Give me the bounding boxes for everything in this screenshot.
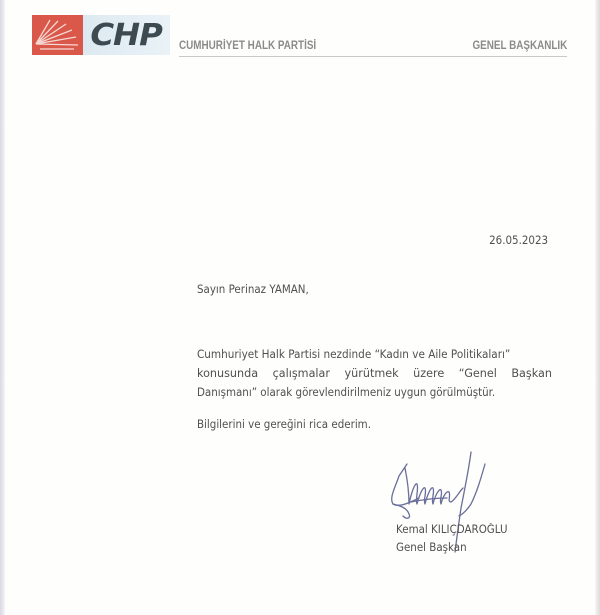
body-line-1: Cumhuriyet Halk Partisi nezdinde “Kadın ve Aile Politikaları” bbox=[197, 348, 511, 361]
page-edge-right bbox=[595, 0, 600, 615]
salutation: Sayın Perinaz YAMAN, bbox=[197, 283, 309, 296]
chp-logo bbox=[32, 15, 170, 55]
letter-date: 26.05.2023 bbox=[489, 234, 548, 247]
signer-name: Kemal KILIÇDAROĞLU bbox=[396, 523, 508, 536]
closing-line: Bilgilerini ve gereğini rica ederim. bbox=[197, 418, 371, 431]
body-word: yürütmek bbox=[344, 367, 399, 380]
body-word: “Genel bbox=[458, 367, 497, 380]
header-divider bbox=[179, 56, 567, 57]
body-word: Başkan bbox=[511, 367, 552, 380]
logo-wordmark-panel bbox=[83, 15, 170, 55]
letter-body bbox=[197, 345, 552, 402]
organization-name: CUMHURİYET HALK PARTİSİ bbox=[179, 40, 317, 52]
page-edge-left bbox=[0, 0, 5, 615]
body-line-3: Danışmanı” olarak görevlendirilmeniz uygun görülmüştür. bbox=[197, 386, 496, 399]
six-arrows-icon bbox=[32, 15, 83, 55]
logo-wordmark: CHP bbox=[90, 17, 163, 53]
body-word: üzere bbox=[413, 367, 445, 380]
signer-title: Genel Başkan bbox=[396, 541, 467, 554]
department-name: GENEL BAŞKANLIK bbox=[472, 40, 567, 52]
body-line-2 bbox=[197, 364, 552, 383]
body-word: çalışmalar bbox=[272, 367, 330, 380]
body-word: konusunda bbox=[197, 367, 259, 380]
